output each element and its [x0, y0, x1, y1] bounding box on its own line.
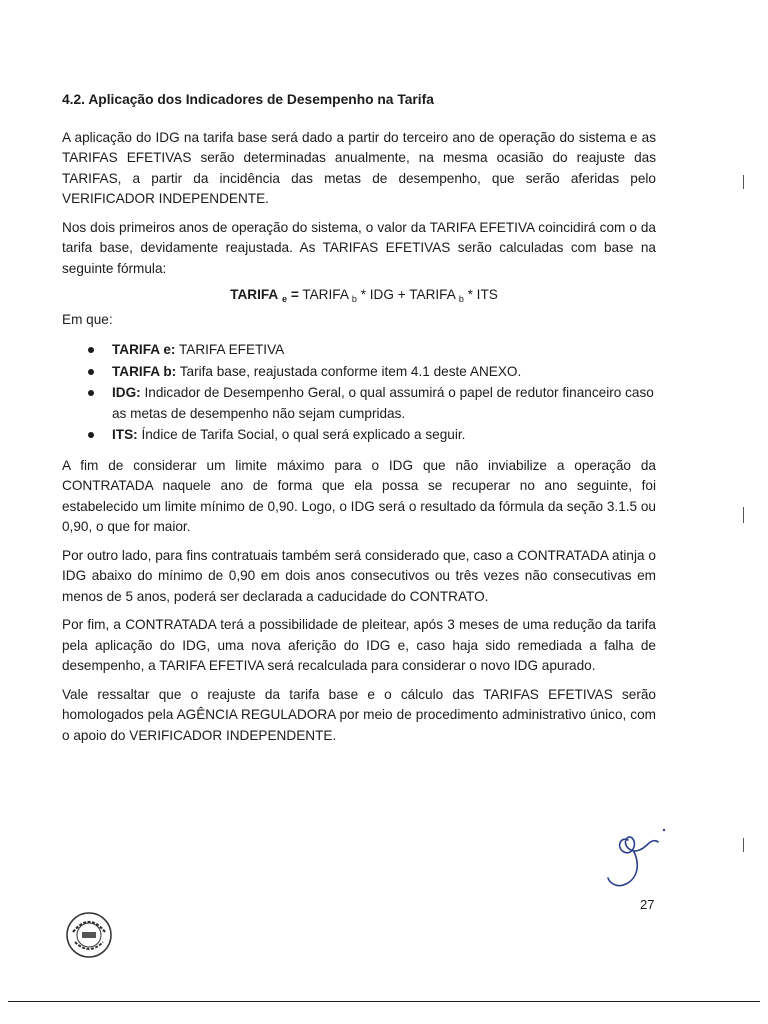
page-content: [62, 90, 656, 754]
formula-term-1-sub: b: [351, 294, 357, 304]
definition-term: TARIFA e:: [112, 342, 176, 357]
formula-term-1-rest: * IDG +: [360, 287, 406, 302]
formula-lhs-sub: e: [282, 294, 288, 304]
paragraph-2: Nos dois primeiros anos de operação do sistema, o valor da TARIFA EFETIVA coincidirá com o da tarifa base, devidamente reajustada. As TARIFAS EFETIVAS serão calculadas com base na seguinte fórmula:: [62, 219, 656, 276]
formula-term-2-sub: b: [458, 294, 464, 304]
definitions-list: [62, 340, 656, 446]
margin-tick: [743, 838, 744, 852]
definition-text: TARIFA EFETIVA: [178, 342, 285, 357]
definition-term: ITS:: [112, 427, 138, 442]
definition-text: Índice de Tarifa Social, o qual será explicado a seguir.: [141, 427, 466, 442]
page-number: 27: [640, 897, 655, 912]
definition-text: Tarifa base, reajustada conforme item 4.1 deste ANEXO.: [179, 363, 522, 379]
em-que-label: Em que:: [62, 311, 113, 327]
margin-tick: [743, 507, 744, 523]
paragraph-4: Por outro lado, para fins contratuais também será considerado que, caso a CONTRATADA atinja o IDG abaixo do mínimo de 0,90 em dois anos consecutivos ou três vezes não consecutivas em menos de 5 anos, poderá ser declarada a caducidade do CONTRATO.: [62, 547, 656, 604]
stamp-icon: [64, 910, 114, 960]
paragraph-3: A fim de considerar um limite máximo para o IDG que não inviabilize a operação da CONTRATADA naquele ano de forma que ela possa se recuperar no ano seguinte, foi estabelecido um limite mínimo de 0,90. Logo, o IDG será o resultado da fórmula da seção 3.1.5 ou 0,90, o que for maior.: [62, 457, 656, 534]
list-item: [88, 383, 656, 424]
bottom-rule: [8, 1001, 760, 1002]
definition-term: TARIFA b:: [112, 363, 177, 379]
formula-term-2: TARIFA: [409, 287, 456, 302]
list-item: [88, 362, 656, 383]
signature-icon: [598, 818, 678, 898]
definition-text: Indicador de Desempenho Geral, o qual assumirá o papel de redutor financeiro caso as metas de desempenho não sejam cumpridas.: [112, 385, 654, 421]
formula-term-2-rest: * ITS: [467, 287, 498, 302]
tariff-formula: [62, 285, 656, 310]
margin-tick: [743, 175, 744, 189]
list-item: [88, 425, 656, 446]
list-item: [88, 340, 656, 361]
definition-term: IDG:: [112, 385, 141, 400]
formula-equals: =: [290, 287, 299, 302]
formula-lhs: TARIFA: [230, 287, 279, 302]
paragraph-5: Por fim, a CONTRATADA terá a possibilidade de pleitear, após 3 meses de uma redução da tarifa pela aplicação do IDG, uma nova aferição do IDG e, caso haja sido remediada a falha de desempenho, a TARIFA EFETIVA será recalculada para considerar o novo IDG apurado.: [62, 617, 656, 673]
paragraph-1: A aplicação do IDG na tarifa base será dado a partir do terceiro ano de operação do sistema e as TARIFAS EFETIVAS serão determinadas anualmente, na mesma ocasião do reajuste das TARIFAS, a partir da incidência das metas de desempenho, que serão aferidas pelo VERIFICADOR INDEPENDENTE.: [62, 129, 656, 206]
section-heading: 4.2. Aplicação dos Indicadores de Desempenho na Tarifa: [62, 92, 434, 107]
paragraph-6: Vale ressaltar que o reajuste da tarifa base e o cálculo das TARIFAS EFETIVAS serão homologados pela AGÊNCIA REGULADORA por meio de procedimento administrativo único, com o apoio do VERIFICADOR INDEPENDENTE.: [62, 686, 656, 743]
formula-term-1: TARIFA: [302, 287, 349, 302]
